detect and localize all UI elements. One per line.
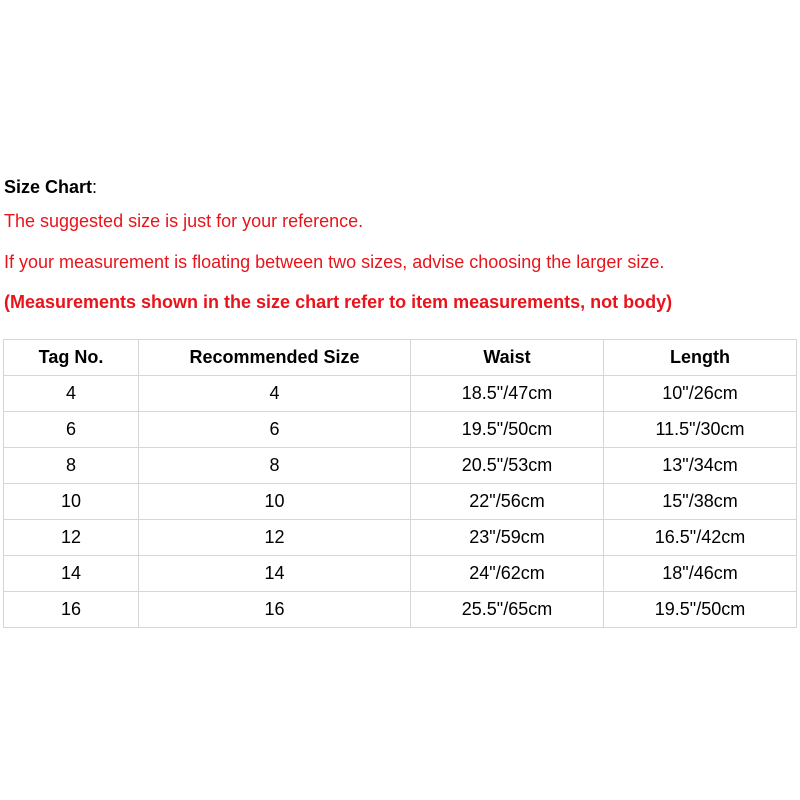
- table-row: [4, 448, 797, 484]
- cell-tag-no: 12: [4, 520, 139, 556]
- header-length: Length: [604, 340, 797, 376]
- cell-waist: 22"/56cm: [411, 484, 604, 520]
- header-tag-no: Tag No.: [4, 340, 139, 376]
- cell-waist: 18.5"/47cm: [411, 376, 604, 412]
- cell-length: 10"/26cm: [604, 376, 797, 412]
- cell-recommended-size: 10: [139, 484, 411, 520]
- cell-tag-no: 4: [4, 376, 139, 412]
- cell-recommended-size: 6: [139, 412, 411, 448]
- table-row: [4, 412, 797, 448]
- table-header-row: [4, 340, 797, 376]
- cell-length: 18"/46cm: [604, 556, 797, 592]
- cell-tag-no: 6: [4, 412, 139, 448]
- cell-recommended-size: 12: [139, 520, 411, 556]
- reference-note: The suggested size is just for your reference.: [4, 211, 364, 231]
- table-row: [4, 520, 797, 556]
- cell-tag-no: 14: [4, 556, 139, 592]
- cell-length: 15"/38cm: [604, 484, 797, 520]
- cell-recommended-size: 4: [139, 376, 411, 412]
- cell-recommended-size: 16: [139, 592, 411, 628]
- cell-waist: 19.5"/50cm: [411, 412, 604, 448]
- table-row: [4, 556, 797, 592]
- cell-length: 19.5"/50cm: [604, 592, 797, 628]
- cell-waist: 25.5"/65cm: [411, 592, 604, 628]
- cell-length: 13"/34cm: [604, 448, 797, 484]
- sizing-advice-note: If your measurement is floating between two sizes, advise choosing the larger size.: [4, 252, 665, 272]
- cell-tag-no: 8: [4, 448, 139, 484]
- cell-length: 16.5"/42cm: [604, 520, 797, 556]
- cell-tag-no: 16: [4, 592, 139, 628]
- header-waist: Waist: [411, 340, 604, 376]
- table-row: [4, 376, 797, 412]
- cell-waist: 20.5"/53cm: [411, 448, 604, 484]
- header-recommended-size: Recommended Size: [139, 340, 411, 376]
- measurement-disclaimer: (Measurements shown in the size chart refer to item measurements, not body): [4, 292, 673, 312]
- table-row: [4, 592, 797, 628]
- cell-recommended-size: 14: [139, 556, 411, 592]
- size-chart-title-colon: :: [92, 177, 98, 197]
- cell-waist: 24"/62cm: [411, 556, 604, 592]
- size-chart-title: Size Chart: [4, 177, 93, 197]
- table-row: [4, 484, 797, 520]
- cell-recommended-size: 8: [139, 448, 411, 484]
- size-chart-heading: [4, 173, 796, 201]
- cell-length: 11.5"/30cm: [604, 412, 797, 448]
- cell-tag-no: 10: [4, 484, 139, 520]
- size-table: [3, 339, 797, 628]
- cell-waist: 23"/59cm: [411, 520, 604, 556]
- size-chart-intro: [4, 173, 796, 321]
